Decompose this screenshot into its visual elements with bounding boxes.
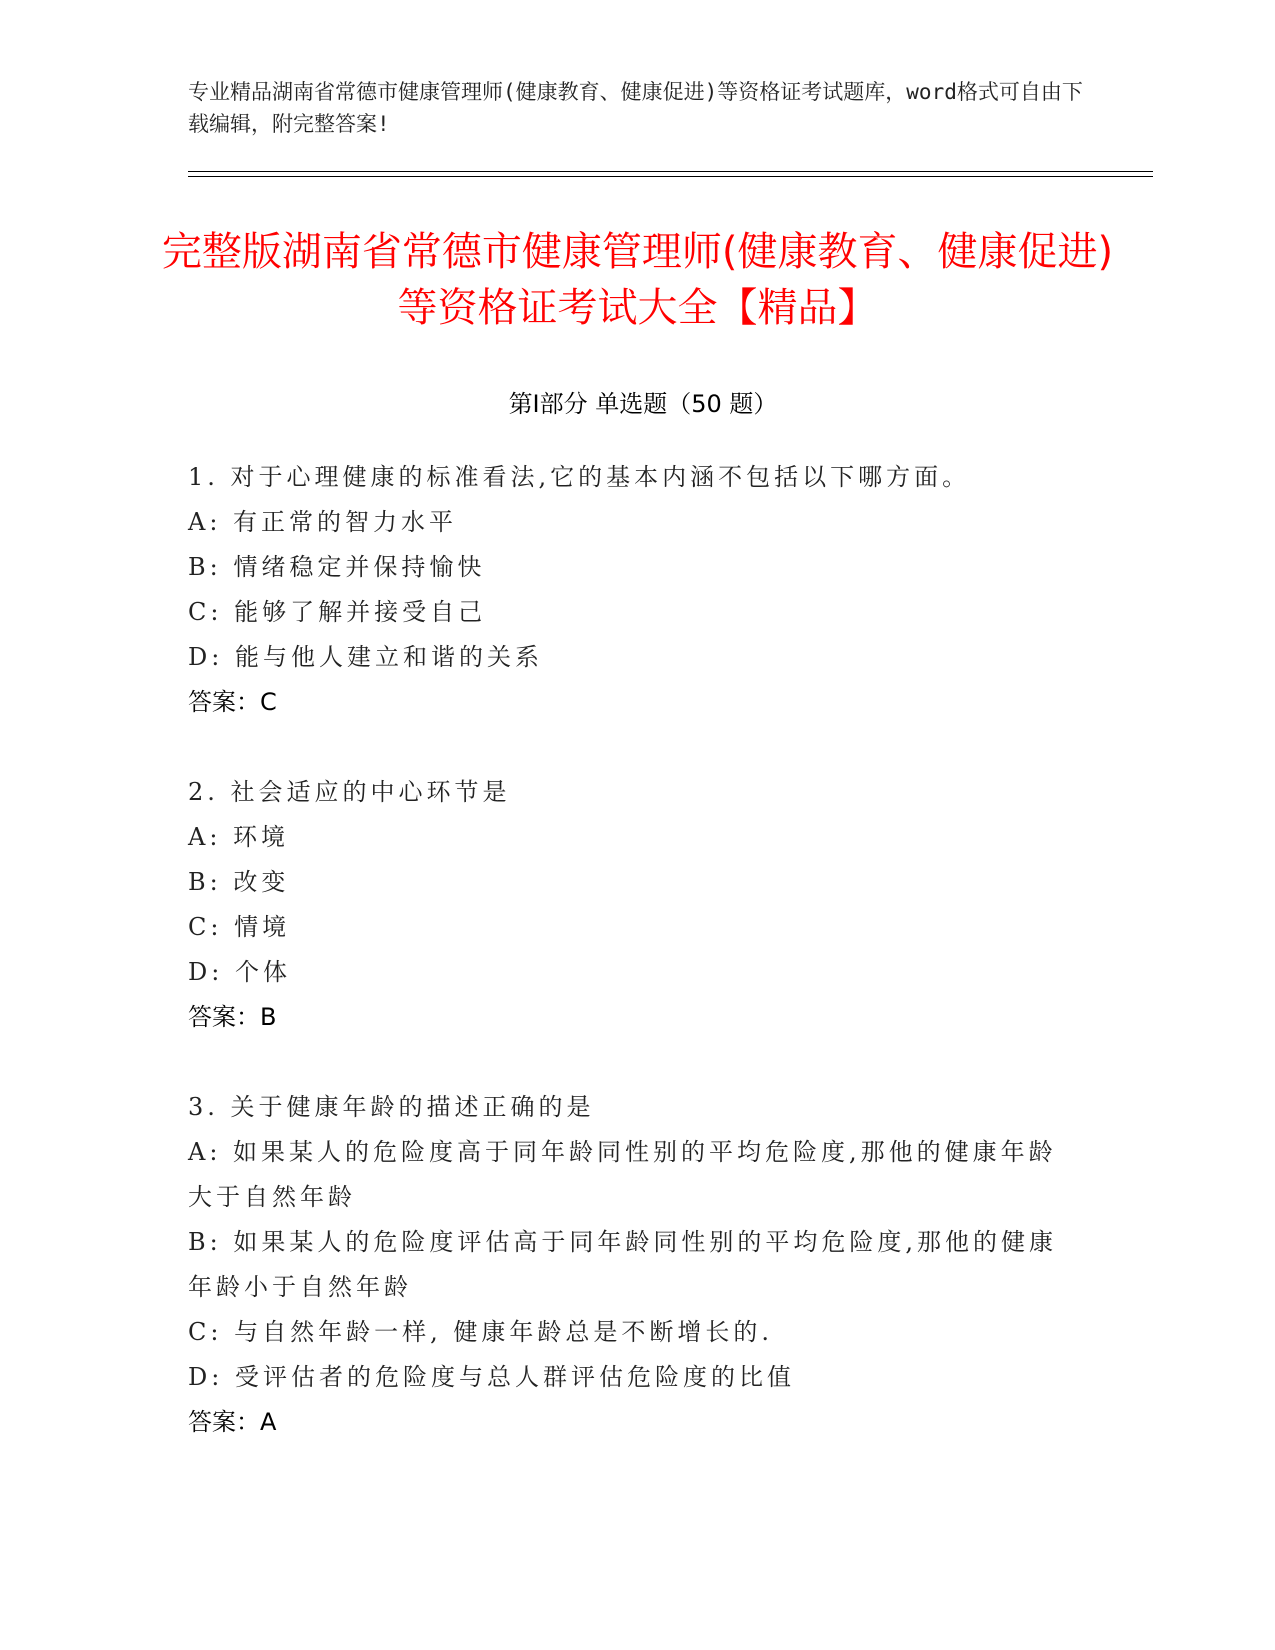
option-d: D: 能与他人建立和谐的关系 <box>188 643 543 671</box>
answer: 答案：C <box>188 688 277 716</box>
option-d: D: 个体 <box>188 958 291 986</box>
answer: 答案：A <box>188 1408 277 1436</box>
question-2 <box>188 770 1068 1040</box>
question-3 <box>188 1085 1068 1445</box>
question-1 <box>188 455 1068 725</box>
question-stem: 1. 对于心理健康的标准看法,它的基本内涵不包括以下哪方面。 <box>188 463 971 491</box>
option-b: B: 如果某人的危险度评估高于同年龄同性别的平均危险度,那他的健康年龄小于自然年龄 <box>188 1228 1057 1301</box>
section-title: 第Ⅰ部分 单选题（50 题） <box>508 390 778 418</box>
option-c: C: 情境 <box>188 913 291 941</box>
header-rule-bottom <box>188 176 1153 177</box>
option-a: A: 环境 <box>188 823 290 851</box>
header-rule-top <box>188 171 1153 172</box>
option-c: C: 与自然年龄一样, 健康年龄总是不断增长的. <box>188 1318 773 1346</box>
answer: 答案：B <box>188 1003 277 1031</box>
option-a: A: 如果某人的危险度高于同年龄同性别的平均危险度,那他的健康年龄大于自然年龄 <box>188 1138 1057 1211</box>
question-stem: 3. 关于健康年龄的描述正确的是 <box>188 1093 595 1121</box>
option-c: C: 能够了解并接受自己 <box>188 598 487 626</box>
option-d: D: 受评估者的危险度与总人群评估危险度的比值 <box>188 1363 795 1391</box>
header-note: 专业精品湖南省常德市健康管理师(健康教育、健康促进)等资格证考试题库，word格式可自由下载编辑，附完整答案! <box>188 80 1083 136</box>
option-a: A: 有正常的智力水平 <box>188 508 458 536</box>
option-b: B: 改变 <box>188 868 290 896</box>
option-b: B: 情绪稳定并保持愉快 <box>188 553 486 581</box>
question-stem: 2. 社会适应的中心环节是 <box>188 778 511 806</box>
document-title: 完整版湖南省常德市健康管理师(健康教育、健康促进)等资格证考试大全【精品】 <box>161 229 1114 331</box>
